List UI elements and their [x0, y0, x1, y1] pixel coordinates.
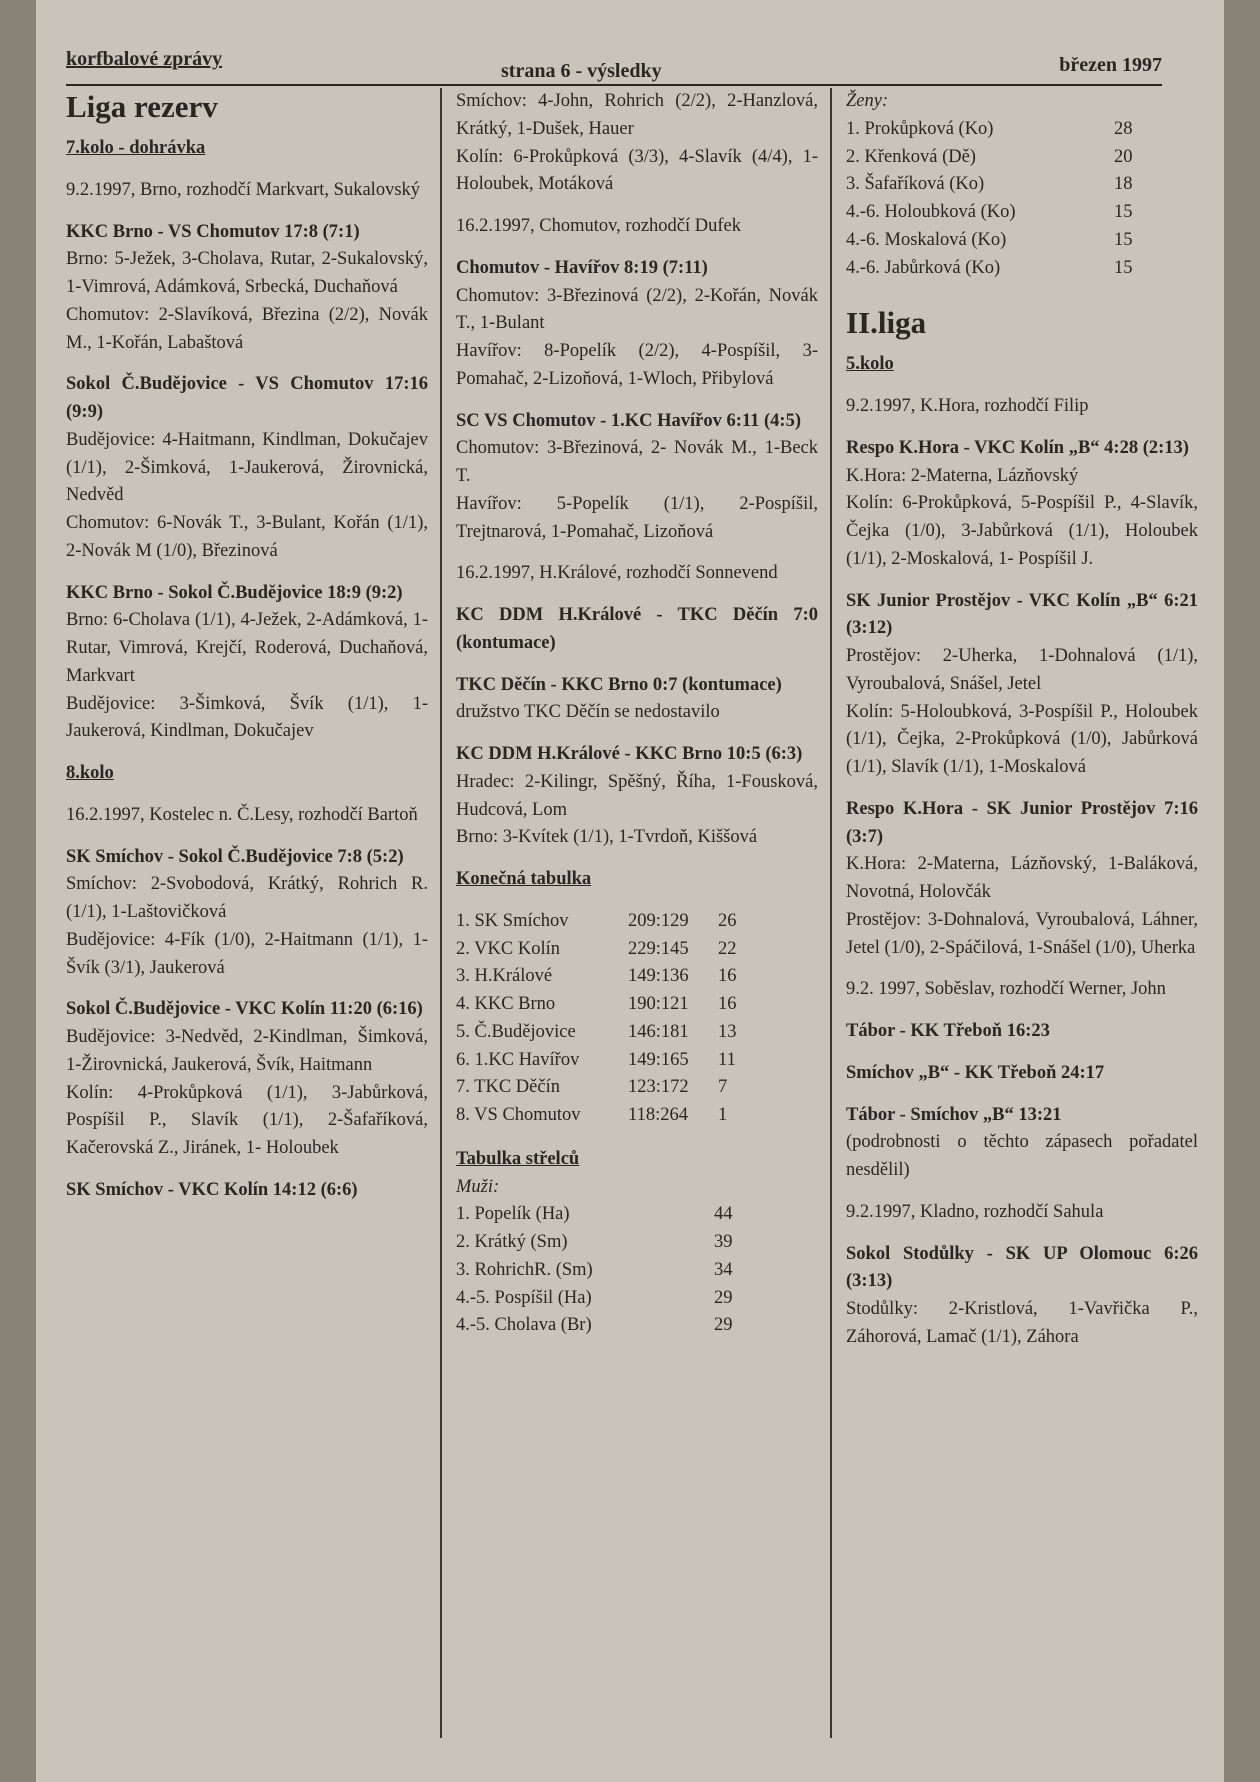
table-row: [456, 1229, 733, 1257]
match-scorers: Brno: 5-Ježek, 3-Cholava, Rutar, 2-Sukalovský, 1-Vimrová, Adámková, Srbecká, Duchaňová: [66, 249, 428, 298]
table-row: [846, 116, 1133, 144]
column-divider: [830, 88, 832, 1738]
player-name: 4.-5. Cholava (Br): [456, 1315, 592, 1336]
goal-ratio: 123:172: [628, 1077, 689, 1098]
match-report: [846, 1241, 1198, 1352]
match-report: [456, 408, 818, 547]
goals: 44: [714, 1204, 733, 1225]
table-row: [456, 1074, 737, 1102]
goals: 15: [1114, 257, 1133, 278]
match-scorers: Havířov: 5-Popelík (1/1), 2-Pospíšil, Trejtnarová, 1-Pomahač, Lizoňová: [456, 493, 818, 542]
match-title: Sokol Stodůlky - SK UP Olomouc 6:26 (3:13): [846, 1243, 1198, 1292]
table-row: [456, 1285, 733, 1313]
table-row: [456, 1047, 737, 1075]
points: 7: [718, 1077, 728, 1098]
section-title: II.liga: [846, 305, 927, 341]
points: 11: [718, 1049, 736, 1070]
match-report: [456, 672, 818, 728]
match-title: Chomutov - Havířov 8:19 (7:11): [456, 257, 708, 278]
match-info: 9.2.1997, Kladno, rozhodčí Sahula: [846, 1201, 1104, 1222]
match-scorers: Kolín: 5-Holoubková, 3-Pospíšil P., Holoubek (1/1), Čejka, 2-Prokůpková (1/0), Jabůrková (1/1), Slavík (1/1), 1-Moskalová: [846, 701, 1198, 778]
goal-ratio: 190:121: [628, 994, 689, 1014]
match-title: SC VS Chomutov - 1.KC Havířov 6:11 (4:5): [456, 410, 801, 431]
issue-date: březen 1997: [1059, 54, 1162, 76]
match-title: SK Smíchov - VKC Kolín 14:12 (6:6): [66, 1179, 358, 1200]
match-scorers: Chomutov: 3-Březinová, 2- Novák M., 1-Beck T.: [456, 438, 818, 486]
match-note: (podrobnosti o těchto zápasech pořadatel nesdělil): [846, 1132, 1198, 1181]
match-report: [456, 741, 818, 852]
match-scorers: Havířov: 8-Popelík (2/2), 4-Pospíšil, 3-Pomahač, 2-Lizoňová, 1-Wloch, Přibylová: [456, 341, 818, 389]
match-report: [846, 1060, 1198, 1088]
match-title: Sokol Č.Budějovice - VKC Kolín 11:20 (6:16): [66, 999, 423, 1020]
match-report: [846, 1018, 1198, 1046]
table-row: [456, 936, 737, 964]
player-name: 1. Prokůpková (Ko): [846, 118, 994, 139]
match-scorers: K.Hora: 2-Materna, Lázňovský, 1-Baláková, Novotná, Holovčák: [846, 854, 1198, 903]
page-header: [66, 44, 1162, 86]
match-title: Respo K.Hora - VKC Kolín „B“ 4:28 (2:13): [846, 437, 1189, 458]
match-report: [846, 796, 1198, 963]
goals: 28: [1114, 118, 1133, 139]
match-scorers: Kolín: 6-Prokůpková, 5-Pospíšil P., 4-Slavík, Čejka (1/0), 3-Jabůrková (1/1), Holoubek (1/1), 2-Moskalová, 1- Pospíšil J.: [846, 493, 1198, 569]
page: [36, 0, 1224, 1782]
points: 22: [718, 938, 737, 959]
goal-ratio: 149:165: [628, 1049, 689, 1070]
standings-table: [456, 908, 737, 1130]
points: 16: [718, 994, 737, 1014]
match-title: TKC Děčín - KKC Brno 0:7 (kontumace): [456, 674, 782, 695]
match-title: Smíchov „B“ - KK Třeboň 24:17: [846, 1062, 1105, 1083]
goals: 15: [1114, 202, 1133, 222]
match-scorers: Budějovice: 4-Fík (1/0), 2-Haitmann (1/1), 1-Švík (3/1), Jaukerová: [66, 929, 428, 978]
goals: 15: [1114, 229, 1133, 250]
goals: 20: [1114, 146, 1133, 167]
table-row: [456, 991, 737, 1019]
column-1: [66, 88, 428, 1738]
match-scorers: Chomutov: 6-Novák T., 3-Bulant, Kořán (1/1), 2-Novák M (1/0), Březinová: [66, 513, 428, 561]
team-name: 7. TKC Děčín: [456, 1077, 560, 1098]
match-title: Respo K.Hora - SK Junior Prostějov 7:16 (3:7): [846, 798, 1198, 847]
points: 1: [718, 1105, 728, 1125]
table-row: [846, 227, 1133, 255]
women-scorers-table: [846, 116, 1133, 283]
table-row: [846, 144, 1133, 172]
men-scorers-table: [456, 1201, 733, 1340]
match-report: [846, 588, 1198, 782]
player-name: 3. Šafaříková (Ko): [846, 174, 985, 195]
match-title: SK Smíchov - Sokol Č.Budějovice 7:8 (5:2): [66, 846, 404, 867]
section-title: Liga rezerv: [66, 89, 218, 124]
match-scorers: Brno: 3-Kvítek (1/1), 1-Tvrdoň, Kiššová: [456, 827, 758, 848]
match-title: SK Junior Prostějov - VKC Kolín „B“ 6:21 (3:12): [846, 590, 1198, 639]
match-report: [66, 996, 428, 1163]
goal-ratio: 229:145: [628, 938, 689, 959]
column-divider: [440, 88, 442, 1738]
match-scorers: Hradec: 2-Kilingr, Spěšný, Říha, 1-Fousková, Hudcová, Lom: [456, 771, 818, 820]
match-report: [456, 255, 818, 394]
goal-ratio: 209:129: [628, 910, 689, 931]
team-name: 1. SK Smíchov: [456, 910, 569, 931]
table-row: [456, 1201, 733, 1229]
column-3: [846, 88, 1198, 1738]
team-name: 2. VKC Kolín: [456, 938, 560, 959]
table-row: [846, 171, 1133, 199]
goals: 18: [1114, 174, 1133, 195]
match-info: 16.2.1997, Chomutov, rozhodčí Dufek: [456, 216, 741, 236]
team-name: 3. H.Králové: [456, 966, 553, 987]
match-report: [66, 844, 428, 983]
team-name: 5. Č.Budějovice: [456, 1021, 576, 1042]
match-title: KKC Brno - Sokol Č.Budějovice 18:9 (9:2): [66, 582, 403, 603]
table-row: [456, 908, 737, 936]
scorers-heading: Tabulka střelců: [456, 1148, 580, 1169]
magazine-name: korfbalové zprávy: [66, 48, 223, 70]
match-info: 16.2.1997, H.Králové, rozhodčí Sonnevend: [456, 563, 778, 584]
player-name: 4.-6. Holoubková (Ko): [846, 202, 1016, 222]
table-row: [456, 1102, 737, 1130]
column-2: [456, 88, 818, 1738]
player-name: 4.-6. Jabůrková (Ko): [846, 257, 1001, 278]
match-scorers: Brno: 6-Cholava (1/1), 4-Ježek, 2-Adámková, 1-Rutar, Vimrová, Krejčí, Roderová, Duchaňová, Markvart: [66, 610, 428, 686]
match-report: [66, 580, 428, 747]
match-report: [66, 1177, 428, 1205]
goal-ratio: 118:264: [628, 1105, 688, 1125]
goal-ratio: 146:181: [628, 1021, 689, 1042]
goals: 39: [714, 1232, 733, 1252]
women-label: Ženy:: [846, 91, 889, 111]
match-report: [846, 435, 1198, 574]
match-scorers: K.Hora: 2-Materna, Lázňovský: [846, 465, 1079, 486]
match-scorers: Smíchov: 4-John, Rohrich (2/2), 2-Hanzlová, Krátký, 1-Dušek, Hauer: [456, 91, 818, 139]
table-heading: Konečná tabulka: [456, 869, 592, 889]
player-name: 2. Krátký (Sm): [456, 1232, 568, 1252]
table-row: [456, 1019, 737, 1047]
men-label: Muži:: [456, 1176, 500, 1197]
match-scorers: Budějovice: 3-Nedvěd, 2-Kindlman, Šimková, 1-Žirovnická, Jaukerová, Švík, Haitmann: [66, 1027, 428, 1075]
match-report: [846, 1102, 1198, 1185]
match-scorers: Chomutov: 2-Slavíková, Březina (2/2), Novák M., 1-Kořán, Labaštová: [66, 304, 428, 353]
team-name: 6. 1.KC Havířov: [456, 1049, 580, 1070]
team-name: 4. KKC Brno: [456, 994, 556, 1014]
match-info: 16.2.1997, Kostelec n. Č.Lesy, rozhodčí Bartoň: [66, 804, 418, 825]
match-scorers: Kolín: 6-Prokůpková (3/3), 4-Slavík (4/4), 1-Holoubek, Motáková: [456, 146, 818, 195]
match-report: [66, 219, 428, 358]
page-number: strana 6 - výsledky: [501, 60, 662, 82]
match-scorers: Chomutov: 3-Březinová (2/2), 2-Kořán, Novák T., 1-Bulant: [456, 285, 818, 334]
table-row: [456, 963, 737, 991]
match-title: Tábor - KK Třeboň 16:23: [846, 1021, 1050, 1042]
table-row: [456, 1257, 733, 1285]
player-name: 4.-5. Pospíšil (Ha): [456, 1287, 592, 1308]
player-name: 3. RohrichR. (Sm): [456, 1259, 593, 1280]
match-info: 9.2.1997, Brno, rozhodčí Markvart, Sukalovský: [66, 179, 421, 200]
team-name: 8. VS Chomutov: [456, 1105, 581, 1125]
match-title: KC DDM H.Králové - TKC Děčín 7:0 (kontumace): [456, 605, 818, 653]
round-heading: 5.kolo: [846, 354, 894, 375]
points: 13: [718, 1021, 737, 1042]
table-row: [846, 255, 1133, 283]
player-name: 2. Křenková (Dě): [846, 146, 976, 167]
round-heading: 7.kolo - dohrávka: [66, 138, 206, 159]
match-scorers: Prostějov: 2-Uherka, 1-Dohnalová (1/1), Vyroubalová, Snášel, Jetel: [846, 646, 1198, 694]
match-report: [456, 602, 818, 658]
points: 16: [718, 966, 737, 987]
match-report: [456, 88, 818, 199]
match-scorers: Budějovice: 4-Haitmann, Kindlman, Dokučajev (1/1), 2-Šimková, 1-Jaukerová, Žirovnická, Nedvěd: [66, 429, 428, 506]
player-name: 1. Popelík (Ha): [456, 1204, 570, 1225]
match-scorers: Kolín: 4-Prokůpková (1/1), 3-Jabůrková, Pospíšil P., Slavík (1/1), 2-Šafaříková, Kačerovská Z., Jiránek, 1- Holoubek: [66, 1082, 428, 1159]
table-row: [456, 1312, 733, 1340]
goals: 29: [714, 1287, 733, 1308]
match-scorers: Smíchov: 2-Svobodová, Krátký, Rohrich R. (1/1), 1-Laštovičková: [66, 874, 428, 923]
match-note: družstvo TKC Děčín se nedostavilo: [456, 702, 720, 723]
points: 26: [718, 910, 737, 931]
goal-ratio: 149:136: [628, 966, 689, 987]
match-title: KC DDM H.Králové - KKC Brno 10:5 (6:3): [456, 744, 803, 764]
goals: 29: [714, 1315, 733, 1336]
match-scorers: Budějovice: 3-Šimková, Švík (1/1), 1-Jaukerová, Kindlman, Dokučajev: [66, 693, 428, 742]
round-heading: 8.kolo: [66, 763, 114, 784]
player-name: 4.-6. Moskalová (Ko): [846, 229, 1007, 250]
match-scorers: Prostějov: 3-Dohnalová, Vyroubalová, Láhner, Jetel (1/0), 2-Spáčilová, 1-Snášel (1/0), Uherka: [846, 909, 1198, 958]
match-title: KKC Brno - VS Chomutov 17:8 (7:1): [66, 221, 360, 242]
match-info: 9.2.1997, K.Hora, rozhodčí Filip: [846, 396, 1089, 417]
match-report: [66, 371, 428, 565]
match-info: 9.2. 1997, Soběslav, rozhodčí Werner, John: [846, 979, 1166, 1000]
goals: 34: [714, 1259, 733, 1280]
match-title: Sokol Č.Budějovice - VS Chomutov 17:16 (9:9): [66, 374, 428, 423]
match-scorers: Stodůlky: 2-Kristlová, 1-Vavřička P., Záhorová, Lamač (1/1), Záhora: [846, 1299, 1198, 1347]
table-row: [846, 199, 1133, 227]
match-title: Tábor - Smíchov „B“ 13:21: [846, 1104, 1062, 1125]
